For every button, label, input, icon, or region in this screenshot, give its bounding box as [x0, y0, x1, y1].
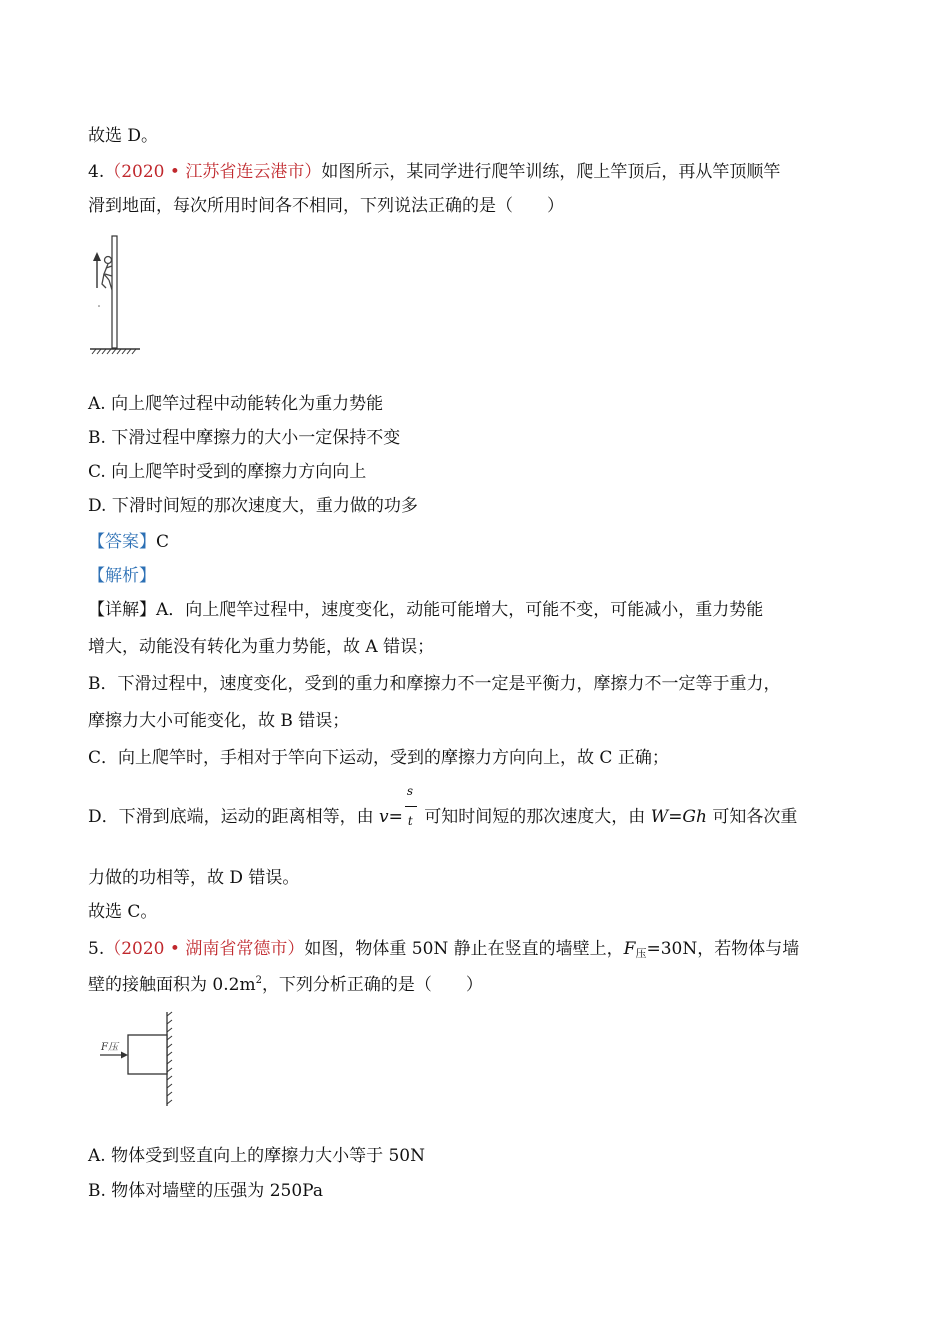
q4-option-c: C. 向上爬竿时受到的摩擦力方向向上: [88, 462, 367, 482]
q4-option-b: B. 下滑过程中摩擦力的大小一定保持不变: [88, 428, 401, 448]
force-subscript: 压: [635, 947, 647, 960]
q5-source: （2020 • 湖南省常德市）: [104, 939, 305, 959]
q5-stem-line1: [88, 937, 868, 963]
q4-detail-a-line2: 增大，动能没有转化为重力势能，故 A 错误；: [88, 637, 435, 657]
detail-label: 【详解】: [88, 600, 156, 620]
q4-answer: [88, 530, 868, 554]
detail-d-post: 可知各次重: [706, 807, 798, 827]
q4-source: （2020 • 江苏省连云港市）: [104, 162, 322, 182]
q5-option-a: A. 物体受到竖直向上的摩擦力大小等于 50N: [88, 1146, 425, 1166]
q4-detail-d-line1: [88, 783, 868, 830]
answer-label: 【答案】: [88, 532, 156, 552]
formula-w-gh: W=Gh: [650, 807, 707, 827]
q4-conclusion: 故选 C。: [88, 902, 158, 922]
pole-climbing-figure: [86, 230, 146, 358]
q5-stem-post: =30N，若物体与墙: [646, 939, 800, 959]
q4-detail-a-line1: [88, 598, 868, 622]
q4-stem-text1: 如图所示，某同学进行爬竿训练，爬上竿顶后，再从竿顶顺竿: [321, 162, 781, 182]
fraction-numerator: s: [406, 783, 414, 798]
q3-conclusion: 故选 D。: [88, 126, 159, 146]
detail-a-text1: A．向上爬竿过程中，速度变化，动能可能增大，可能不变，可能减小，重力势能: [156, 600, 764, 620]
q4-number: 4.: [88, 162, 105, 182]
answer-value: C: [156, 532, 170, 552]
figure-force-label: F压: [101, 1042, 118, 1053]
q5-stem2-post: ，下列分析正确的是（ ）: [261, 975, 483, 995]
detail-d-mid: 可知时间短的那次速度大，由: [418, 807, 651, 827]
formula-eq: =: [388, 807, 403, 827]
arrow-head-icon: [93, 252, 101, 261]
force-symbol: F: [623, 939, 636, 959]
wall-block-figure: [96, 1010, 186, 1110]
q4-detail-b-line2: 摩擦力大小可能变化，故 B 错误；: [88, 711, 350, 731]
q4-detail-d-line2: 力做的功相等，故 D 错误。: [88, 868, 300, 888]
q4-option-d: D. 下滑时间短的那次速度大，重力做的功多: [88, 496, 418, 516]
fraction-s-over-t: [405, 783, 417, 830]
fraction-denominator: t: [407, 813, 413, 828]
q4-stem-line2: 滑到地面，每次所用时间各不相同，下列说法正确的是（ ）: [88, 196, 564, 216]
q5-stem-pre: 如图，物体重 50N 静止在竖直的墙壁上，: [304, 939, 624, 959]
q4-stem-line1: [88, 160, 868, 184]
q5-number: 5.: [88, 939, 105, 959]
q5-option-b: B. 物体对墙壁的压强为 250Pa: [88, 1181, 323, 1201]
detail-d-pre: D．下滑到底端，运动的距离相等，由: [88, 807, 380, 827]
q5-stem-line2: [88, 973, 868, 1000]
block: [128, 1035, 167, 1074]
analysis-label: 【解析】: [88, 566, 156, 586]
pole: [112, 236, 117, 348]
area-superscript: 2: [255, 975, 262, 986]
q4-detail-b-line1: B．下滑过程中，速度变化，受到的重力和摩擦力不一定是平衡力，摩擦力不一定等于重力，: [88, 674, 781, 694]
q4-option-a: A. 向上爬竿过程中动能转化为重力势能: [88, 394, 384, 414]
climber-icon: [102, 257, 112, 291]
wall-hatch: [167, 1012, 172, 1104]
q5-stem2-pre: 壁的接触面积为 0.2m: [88, 975, 256, 995]
formula-v: v: [379, 807, 389, 827]
q4-detail-c: C．向上爬竿时，手相对于竿向下运动，受到的摩擦力方向向上，故 C 正确；: [88, 748, 669, 768]
